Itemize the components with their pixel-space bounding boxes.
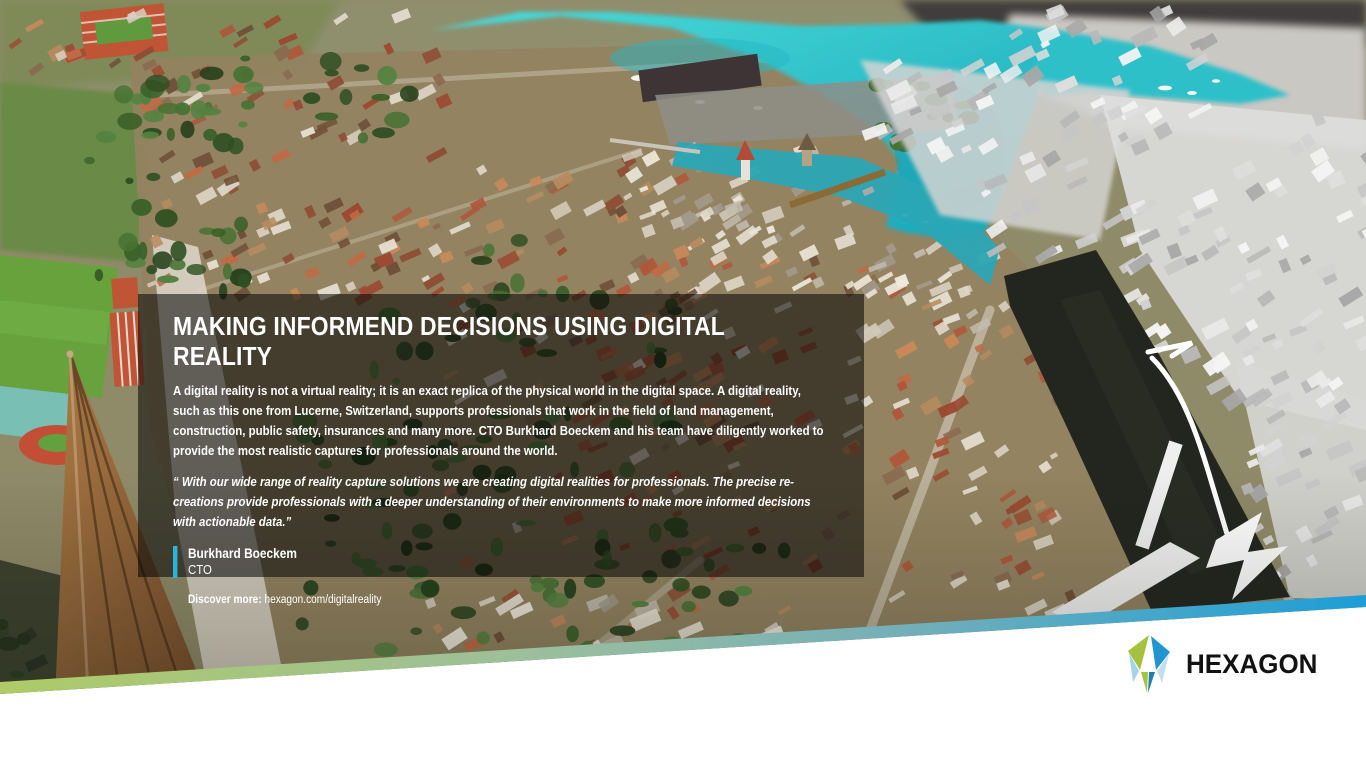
info-panel [138, 294, 864, 606]
headline: MAKING INFORMEND DECISIONS USING DIGITAL REALITY [173, 311, 725, 371]
body-text: A digital reality is not a virtual reality; it is an exact replica of the physical world in the digital space. A digital reality, such as this one from Lucerne, Switzerland, supports professionals that work in the field of land management, construction, public safety, insurances and many more. CTO Burkhard Boeckem and his team have diligently worked to provide the most realistic captures for professionals around the world. [173, 382, 824, 458]
accent-bar [173, 546, 177, 578]
quote-text: “ With our wide range of reality capture solutions we are creating digital realities for professionals. The precise re-creations provide professionals with a deeper understanding of their environments to make more informed decisions with actionable data.” [173, 473, 811, 529]
discover-url[interactable]: hexagon.com/digitalreality [264, 593, 382, 606]
attribution-name: Burkhard Boeckem [187, 545, 297, 561]
discover-label: Discover more: [187, 593, 262, 606]
hexagon-logo-icon [1120, 633, 1176, 695]
attribution-role: CTO [187, 561, 212, 577]
discover-more [188, 593, 824, 607]
hexagon-logo [1120, 633, 1317, 695]
hexagon-wordmark: HEXAGON [1186, 648, 1318, 679]
attribution [173, 546, 824, 578]
track-top-left [80, 3, 169, 60]
